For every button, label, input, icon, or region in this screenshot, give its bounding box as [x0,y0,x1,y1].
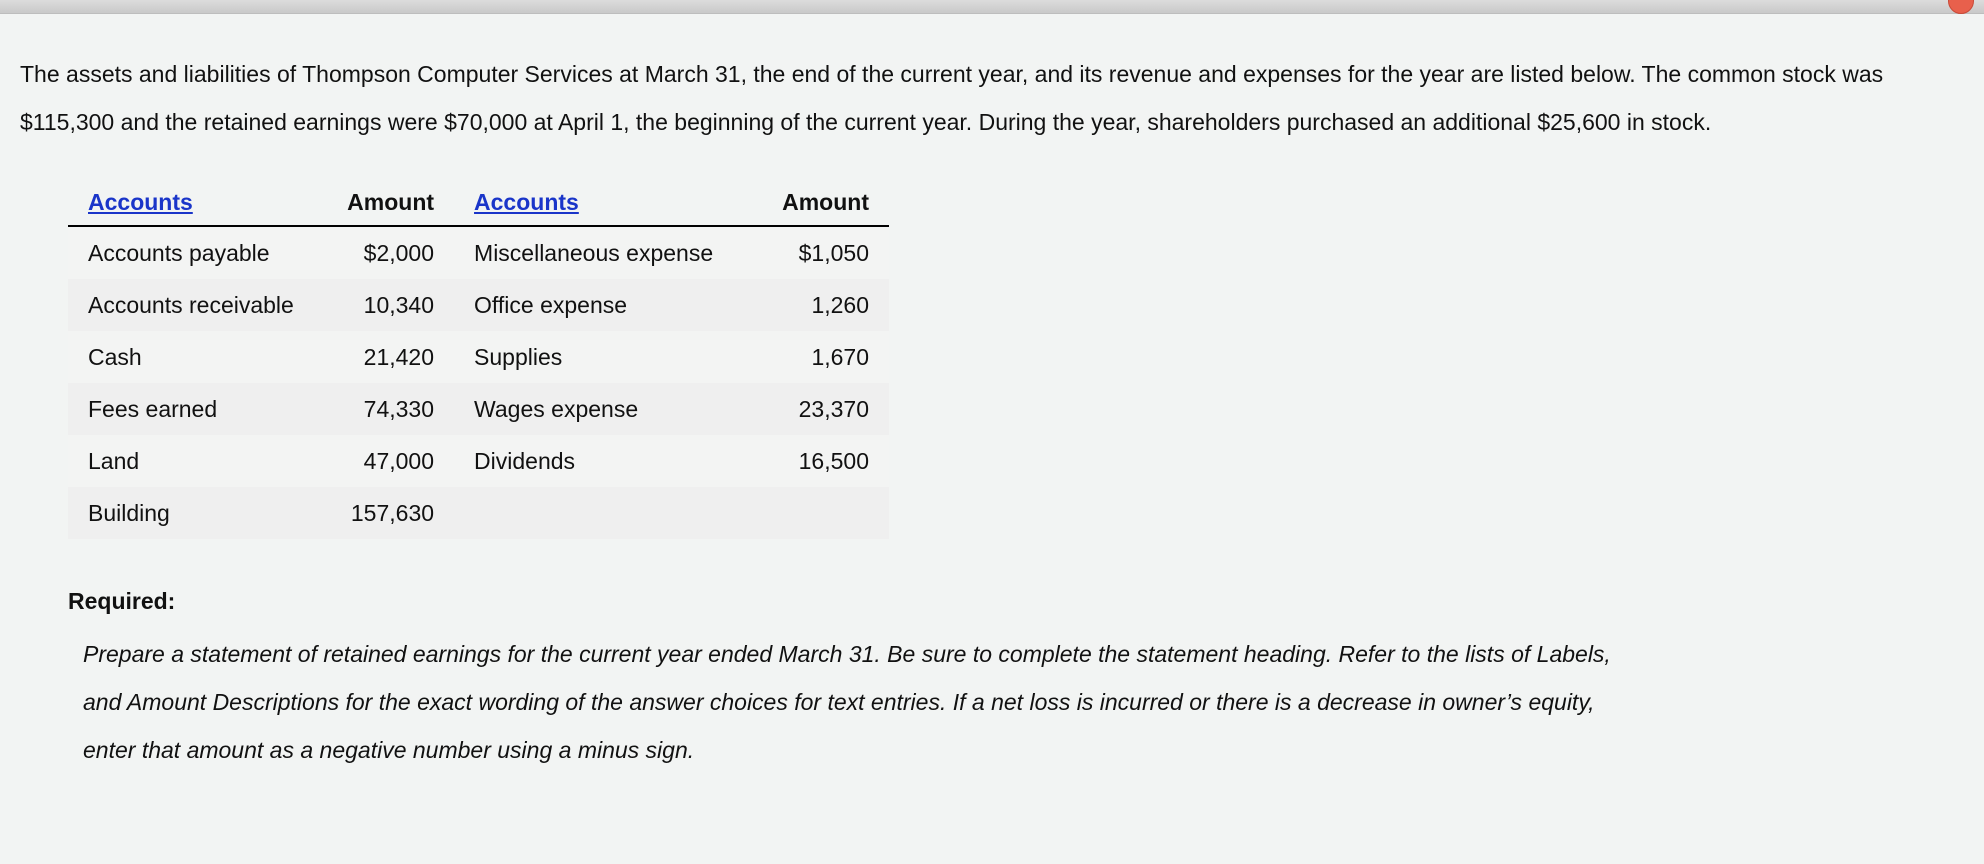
intro-paragraph [20,50,1970,146]
window-top-bar [0,0,1984,14]
table-row [68,279,889,331]
table-row [68,226,889,279]
table-header-row [68,180,889,226]
account-name-cell: Fees earned [88,395,218,422]
account-name-cell [454,487,760,539]
account-name-cell: Accounts receivable [88,291,294,318]
amount-cell: 47,000 [363,447,435,474]
account-name-cell: Office expense [474,291,628,318]
accounts-table [68,180,889,539]
account-name-cell: Land [88,447,140,474]
account-name-cell: Miscellaneous expense [474,239,714,266]
amount-cell: 23,370 [798,395,869,422]
account-name-cell: Dividends [474,447,576,474]
amount-cell: 16,500 [798,447,869,474]
accounts-header-link-2[interactable]: Accounts [474,189,579,215]
table-row [68,331,889,383]
required-instructions: Prepare a statement of retained earnings for the current year ended March 31. Be sure to complete the statement heading. Refer to the lists of Labels, and Amount Descriptions for the exact wording of the answer choices for text entries. If a net loss is incurred or there is a decrease in owner’s equity, enter that amount as a negative number using a minus sign. [83,641,1611,763]
amount-cell: 1,670 [811,343,869,370]
amount-cell: 21,420 [363,343,435,370]
account-name-cell: Building [88,499,170,526]
account-name-cell: Supplies [474,343,563,370]
intro-line-1: The assets and liabilities of Thompson Computer Services at March 31, the end of the current year, and its revenue and expenses for the year are listed below. The common stock was [20,61,1884,87]
accounts-header-2[interactable] [454,180,760,226]
amount-cell: 10,340 [363,291,435,318]
amount-cell [760,487,889,539]
amount-cell: 1,260 [811,291,869,318]
account-name-cell: Cash [88,343,142,370]
amount-cell: 157,630 [350,499,435,526]
table-row [68,435,889,487]
amount-cell: 74,330 [363,395,435,422]
table-row [68,487,889,539]
account-name-cell: Accounts payable [88,239,270,266]
amount-header-1: Amount [325,180,454,226]
intro-line-2: $115,300 and the retained earnings were $70,000 at April 1, the beginning of the current year. During the year, shareholders purchased an additional $25,600 in stock. [20,109,1712,135]
table-row [68,383,889,435]
required-heading: Required: [68,588,176,614]
accounts-header-1[interactable] [68,180,325,226]
close-icon[interactable] [1948,0,1974,14]
amount-cell: $1,050 [798,239,869,266]
amount-header-2: Amount [760,180,889,226]
amount-cell: $2,000 [363,239,435,266]
accounts-header-link-1[interactable]: Accounts [88,189,193,215]
account-name-cell: Wages expense [474,395,639,422]
